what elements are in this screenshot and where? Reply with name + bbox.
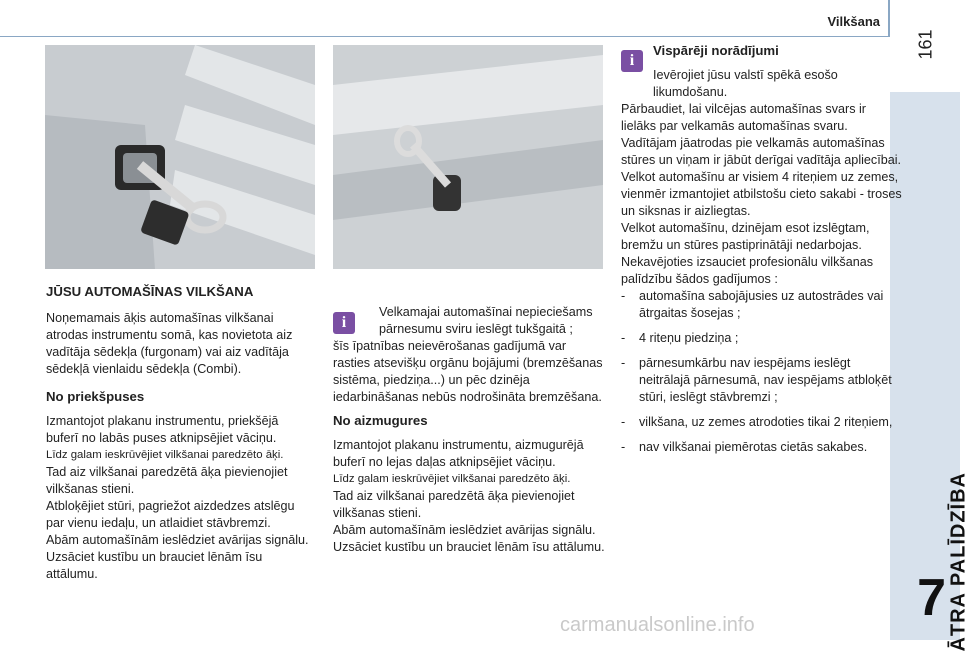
general-p3: Vadītājam jāatrodas pie velkamās automašīnas stūres un viņam ir jābūt derīgai vadītāja apliecībai. [621, 136, 902, 167]
general-heading: Vispārēji norādījumi [653, 43, 779, 58]
column-right [621, 42, 903, 464]
professional-towing-list [621, 288, 903, 456]
section-title: Vilkšana [827, 14, 880, 29]
watermark: carmanualsonline.info [560, 614, 755, 636]
column-middle [333, 304, 605, 556]
list-item: - pārnesumkārbu nav iespējams ieslēgt neitrālajā pārnesumā, nav iespējams atbloķēt stūri, ieslēgt stāvbremzi ; [621, 355, 903, 406]
info-icon: i [621, 50, 643, 72]
rear-step-4: Abām automašīnām ieslēdziet avārijas signālu. [333, 523, 596, 537]
list-item: - automašīna sabojājusies uz autostrādes vai ātrgaitas šosejas ; [621, 288, 903, 322]
header-rule [0, 36, 890, 37]
list-item: - vilkšana, uz zemes atrodoties tikai 2 riteņiem, [621, 414, 903, 431]
info-line-2: šīs īpatnības neievērošanas gadījumā var rasties atsevišķu orgānu bojājumi (bremzēšanas sistēma, piedziņa...) un pēc dzinēja iedarbināšanas nebūs nodrošināta bremzēšana. [333, 339, 603, 404]
rear-step-3: Tad aiz vilkšanai paredzētā āķa pievienojiet vilkšanas stieni. [333, 489, 575, 520]
front-heading: No priekšpuses [46, 389, 145, 404]
column-left [46, 283, 314, 583]
general-p2: Pārbaudiet, lai vilcējas automašīnas svars ir lielāks par velkamās automašīnas svaru. [621, 102, 866, 133]
front-step-5: Abām automašīnām ieslēdziet avārijas signālu. [46, 533, 309, 547]
info-line-1: Velkamajai automašīnai nepieciešams pārnesumu sviru ieslēgt tukšgaitā ; [379, 305, 593, 336]
general-p6: Nekavējoties izsauciet profesionālu vilkšanas palīdzību šādos gadījumos : [621, 255, 874, 286]
general-guidelines [621, 42, 903, 101]
header-divider [888, 0, 890, 36]
chapter-tab-label: ĀTRA PALĪDZĪBA [948, 472, 970, 652]
towing-heading: JŪSU AUTOMAŠĪNAS VILKŠANA [46, 284, 254, 299]
chapter-number: 7 [917, 569, 946, 627]
info-icon: i [333, 312, 355, 334]
rear-step-5: Uzsāciet kustību un brauciet lēnām īsu attālumu. [333, 540, 605, 554]
rear-step-1: Izmantojot plakanu instrumentu, aizmugurējā buferī no lejas daļas atknipsējiet vāciņu. [333, 438, 584, 469]
front-step-3: Tad aiz vilkšanai paredzētā āķa pievienojiet vilkšanas stieni. [46, 465, 288, 496]
front-step-2: Līdz galam ieskrūvējiet vilkšanai paredzēto āķi. [46, 449, 284, 461]
general-p5: Velkot automašīnu, dzinējam esot izslēgtam, bremžu un stūres pastiprinātāji nedarbojas. [621, 221, 870, 252]
general-p4: Velkot automašīnu ar visiem 4 riteņiem uz zemes, vienmēr izmantojiet atbilstošu cieto sakabi - troses un siksnas ir aizliegtas. [621, 170, 902, 218]
page-number: 161 [915, 29, 936, 60]
front-step-1: Izmantojot plakanu instrumentu, priekšējā buferī no labās puses atknipsējiet vāciņu. [46, 414, 279, 445]
rear-towing-eye-illustration [333, 45, 603, 269]
front-step-4: Atbloķējiet stūri, pagriežot aizdedzes atslēgu par vienu iedaļu, un atlaidiet stāvbremzi. [46, 499, 295, 530]
rear-heading: No aizmugures [333, 413, 428, 428]
front-step-6: Uzsāciet kustību un brauciet lēnām īsu attālumu. [46, 550, 263, 581]
front-towing-eye-illustration [45, 45, 315, 269]
general-p1: Ievērojiet jūsu valstī spēkā esošo likumdošanu. [653, 68, 838, 99]
info-box-neutral [333, 304, 605, 338]
list-item: - nav vilkšanai piemērotas cietās sakabes. [621, 439, 903, 456]
towing-intro: Noņemamais āķis automašīnas vilkšanai atrodas instrumentu somā, kas novietota aiz vadītāja sēdekļa (furgonam) vai aiz vadītāja sēdekļā vienlaidu sēdekļa (Combi). [46, 311, 293, 376]
rear-step-2: Līdz galam ieskrūvējiet vilkšanai paredzēto āķi. [333, 473, 571, 485]
list-item: - 4 riteņu piedziņa ; [621, 330, 903, 347]
